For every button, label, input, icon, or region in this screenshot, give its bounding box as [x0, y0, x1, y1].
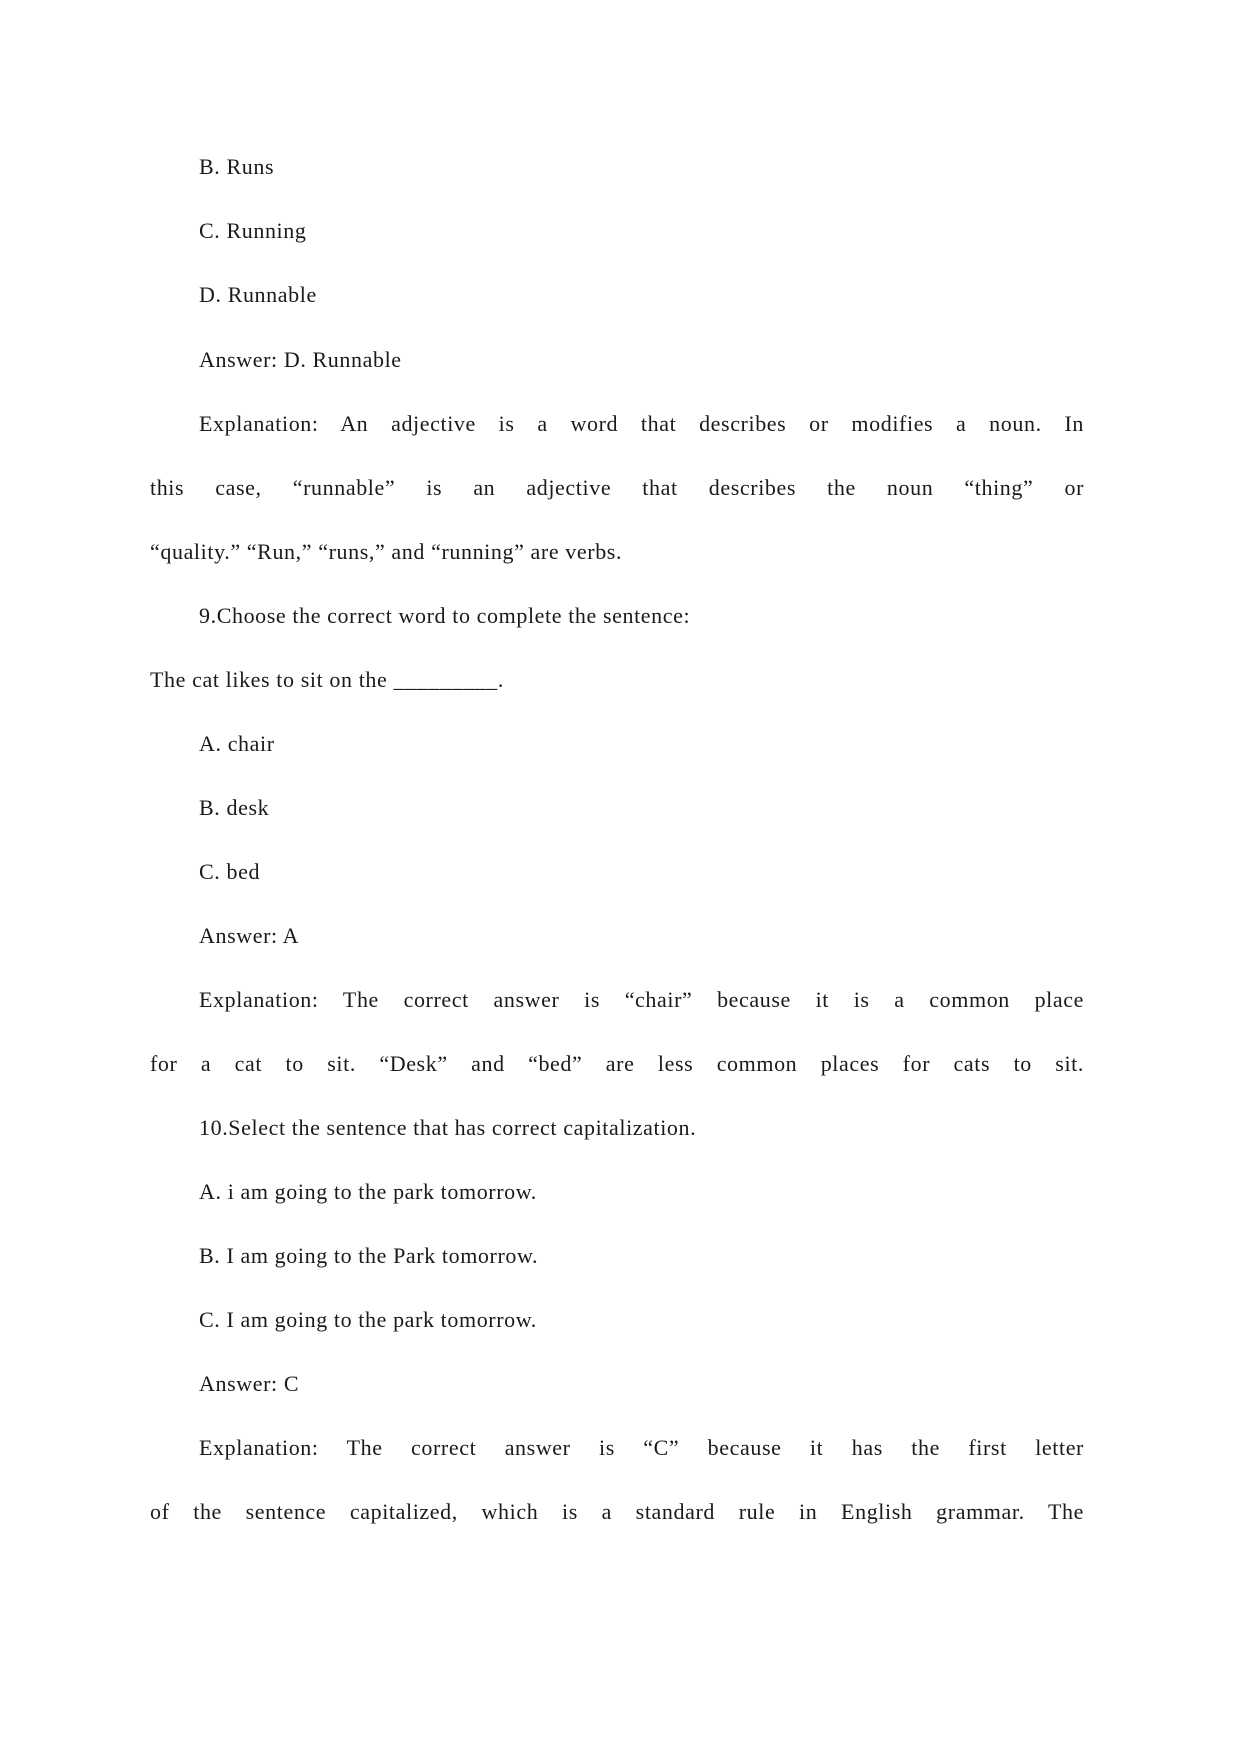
q10-option-a: A. i am going to the park tomorrow.: [199, 1179, 537, 1204]
q10-explanation-line-1: Explanation: The correct answer is “C” because it has the first letter: [199, 1435, 1084, 1460]
q9-option-a: A. chair: [199, 731, 275, 756]
q8-option-d: D. Runnable: [199, 282, 317, 307]
q10-answer: Answer: C: [199, 1371, 300, 1396]
q9-explanation-line-2: for a cat to sit. “Desk” and “bed” are less common places for cats to sit.: [150, 1051, 1084, 1076]
q10-option-c: C. I am going to the park tomorrow.: [199, 1307, 537, 1332]
q10-explanation-line-2: of the sentence capitalized, which is a standard rule in English grammar. The: [150, 1499, 1084, 1524]
q9-explanation-line-1: Explanation: The correct answer is “chair” because it is a common place: [199, 987, 1084, 1012]
q8-option-c: C. Running: [199, 218, 307, 243]
q9-prompt: 9.Choose the correct word to complete the sentence:: [199, 603, 691, 628]
q10-prompt: 10.Select the sentence that has correct capitalization.: [199, 1115, 697, 1140]
q8-explanation-line-3: “quality.” “Run,” “runs,” and “running” are verbs.: [150, 539, 623, 564]
q9-sentence: The cat likes to sit on the _________.: [150, 667, 504, 692]
q10-option-b: B. I am going to the Park tomorrow.: [199, 1243, 539, 1268]
q9-option-b: B. desk: [199, 795, 270, 820]
q9-answer: Answer: A: [199, 923, 300, 948]
q8-explanation-line-2: this case, “runnable” is an adjective that describes the noun “thing” or: [150, 475, 1084, 500]
q8-explanation-line-1: Explanation: An adjective is a word that describes or modifies a noun. In: [199, 411, 1084, 436]
q8-answer: Answer: D. Runnable: [199, 347, 402, 372]
q9-option-c: C. bed: [199, 859, 261, 884]
q8-option-b: B. Runs: [199, 154, 275, 179]
